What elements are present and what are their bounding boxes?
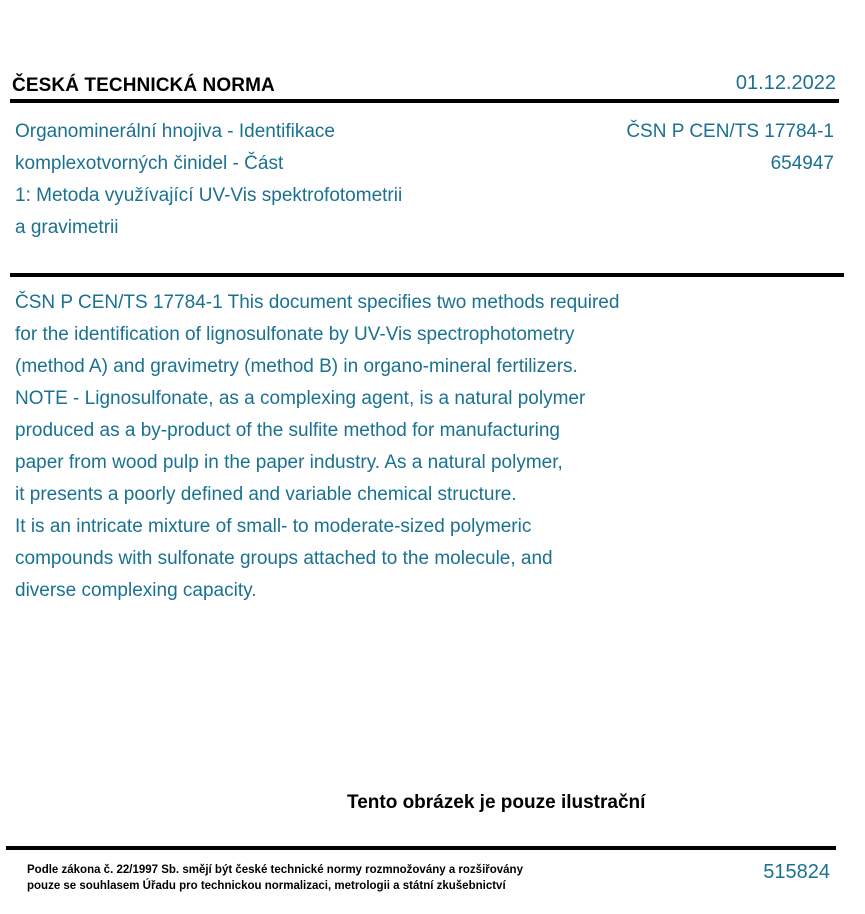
catalog-number: 654947 bbox=[770, 153, 834, 174]
document-header-title: ČESKÁ TECHNICKÁ NORMA bbox=[12, 75, 275, 96]
legal-notice: Podle zákona č. 22/1997 Sb. smějí být české technické normy rozmnožovány a rozšiřovány pouze se souhlasem Úřadu pro technickou normalizaci, metrologii a státní zkušebnictví bbox=[27, 864, 523, 892]
footer-divider bbox=[6, 846, 836, 850]
footer-number: 515824 bbox=[763, 861, 830, 883]
standard-identifier bbox=[626, 116, 834, 180]
illustration-notice: Tento obrázek je pouze ilustrační bbox=[347, 792, 646, 813]
standard-title: Organominerální hnojiva - Identifikace komplexotvorných činidel - Část 1: Metoda využívající UV-Vis spektrofotometrii a gravimetrii bbox=[15, 121, 403, 238]
publication-date: 01.12.2022 bbox=[735, 72, 836, 94]
abstract-text: ČSN P CEN/TS 17784-1 This document specifies two methods required for the identification of lignosulfonate by UV-Vis spectrophotometry (method A) and gravimetry (method B) in organo-mineral fertilizers. NOTE - Lignosulfonate, as a complexing agent, is a natural polymer produced as a by-product of the sulfite method for manufacturing paper from wood pulp in the paper industry. As a natural polymer, it presents a poorly defined and variable chemical structure. It is an intricate mixture of small- to moderate-sized polymeric compounds with sulfonate groups attached to the molecule, and diverse complexing capacity. bbox=[15, 292, 620, 601]
title-divider bbox=[10, 273, 844, 277]
header-divider bbox=[10, 99, 839, 103]
standard-code: ČSN P CEN/TS 17784-1 bbox=[626, 121, 834, 142]
